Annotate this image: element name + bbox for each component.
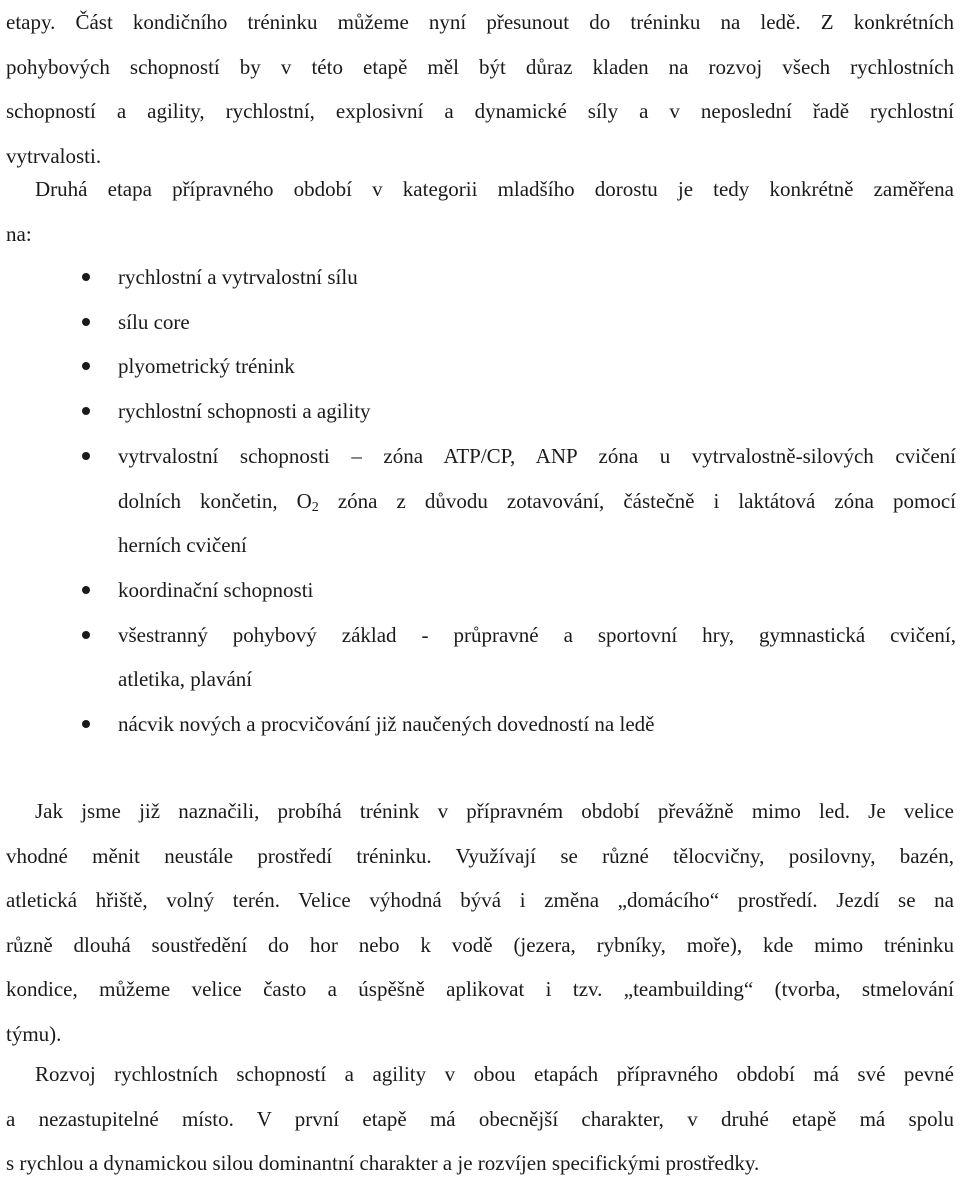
list-item-text: nácvik nových a procvičování již naučených dovedností na ledě <box>118 712 655 737</box>
bullet-icon <box>82 631 90 639</box>
text-line: na: <box>6 221 32 246</box>
text-line: etapy. Část kondičního tréninku můžeme nyní přesunout do tréninku na ledě. Z konkrétních <box>6 10 954 34</box>
text-line: různě dlouhá soustředění do hor nebo k vodě (jezera, rybníky, moře), kde mimo tréninku <box>6 932 954 957</box>
text-line: vytrvalosti. <box>6 143 102 168</box>
text-line: Druhá etapa přípravného období v kategorii mladšího dorostu je tedy konkrétně zaměřena <box>35 177 954 201</box>
list-item <box>0 613 956 702</box>
paragraph-1 <box>6 0 954 178</box>
list-item <box>0 702 956 747</box>
bullet-list <box>0 255 960 747</box>
list-item <box>0 434 956 568</box>
bullet-icon <box>82 452 90 460</box>
list-item-text: rychlostní a vytrvalostní sílu <box>118 265 358 289</box>
text-line: Jak jsme již naznačili, probíhá trénink v přípravném období převážně mimo led. Je velice <box>35 799 954 823</box>
paragraph-3 <box>6 789 954 1056</box>
list-item <box>0 389 956 434</box>
list-item-text: rychlostní schopnosti a agility <box>118 399 371 424</box>
paragraph-2 <box>6 167 954 256</box>
subscript: 2 <box>311 499 319 515</box>
bullet-icon <box>82 407 90 415</box>
text-line: kondice, můžeme velice často a úspěšně aplikovat i tzv. „teambuilding“ (tvorba, stmelování <box>6 977 954 1001</box>
text-segment: dolních končetin, O <box>118 488 312 513</box>
text-line: týmu). <box>6 1021 62 1046</box>
list-item <box>0 255 956 300</box>
list-item-text <box>118 479 956 524</box>
list-item-text: sílu core <box>118 309 190 334</box>
text-line: atletická hřiště, volný terén. Velice výhodná bývá i změna „domácího“ prostředí. Jezdí se na <box>6 888 954 912</box>
list-item-text: koordinační schopnosti <box>118 577 314 602</box>
text-line: s rychlou a dynamickou silou dominantní charakter a je rozvíjen specifickými prostředky. <box>6 1151 760 1175</box>
list-item-text: herních cvičení <box>118 533 247 558</box>
text-line: schopností a agility, rychlostní, explosivní a dynamické síly a v neposlední řadě rychlostní <box>6 99 954 123</box>
list-item-text: plyometrický trénink <box>118 354 295 379</box>
bullet-icon <box>82 586 90 594</box>
bullet-icon <box>82 362 90 370</box>
text-line: a nezastupitelné místo. V první etapě má obecnější charakter, v druhé etapě má spolu <box>6 1106 954 1131</box>
list-item-text: atletika, plavání <box>118 667 253 692</box>
list-item-text: všestranný pohybový základ - průpravné a sportovní hry, gymnastická cvičení, <box>118 622 956 647</box>
list-item <box>0 568 956 613</box>
text-line: Rozvoj rychlostních schopností a agility v obou etapách přípravného období má své pevné <box>35 1062 954 1086</box>
list-item-text: vytrvalostní schopnosti – zóna ATP/CP, ANP zóna u vytrvalostně-silových cvičení <box>118 443 956 468</box>
bullet-icon <box>82 720 90 728</box>
list-item <box>0 344 956 389</box>
paragraph-4 <box>6 1052 954 1186</box>
text-line: pohybových schopností by v této etapě měl být důraz kladen na rozvoj všech rychlostních <box>6 54 954 79</box>
bullet-icon <box>82 318 90 326</box>
text-line: vhodné měnit neustále prostředí tréninku. Využívají se různé tělocvičny, posilovny, bazén, <box>6 843 954 868</box>
bullet-icon <box>82 273 90 281</box>
text-segment: zóna z důvodu zotavování, částečně i laktátová zóna pomocí <box>318 488 957 513</box>
list-item <box>0 300 956 345</box>
